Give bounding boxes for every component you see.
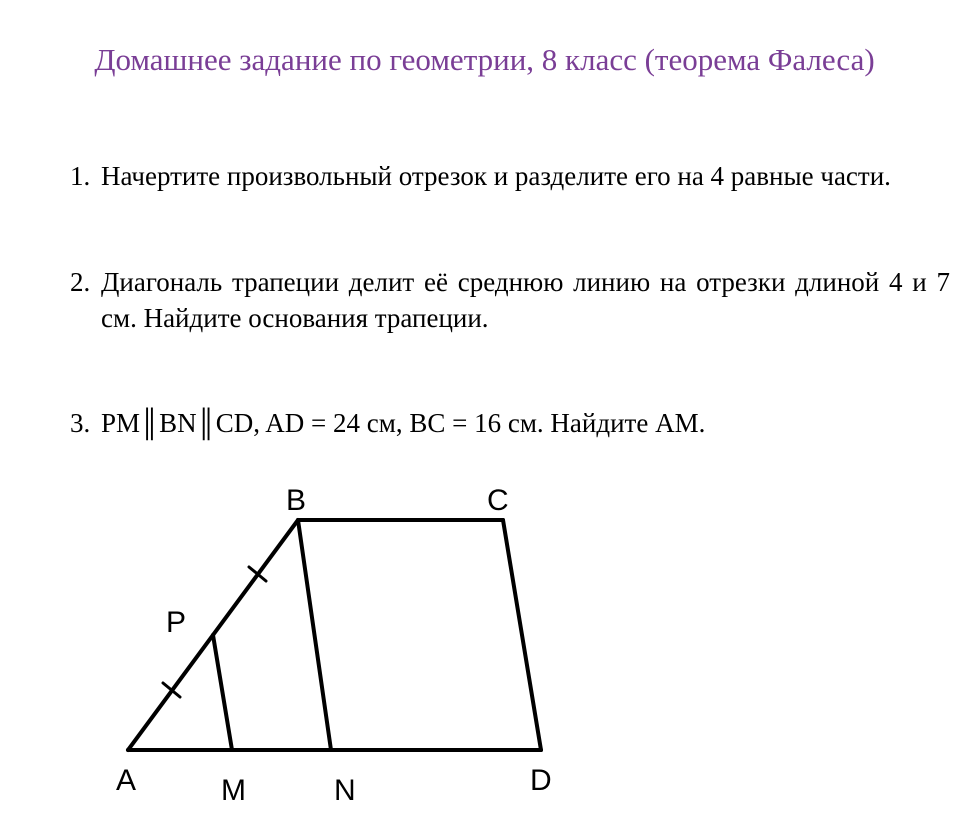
segment-bn	[298, 520, 331, 750]
label-d: D	[530, 764, 552, 797]
label-p: P	[166, 606, 187, 639]
task-number: 2.	[70, 267, 91, 297]
label-a: A	[116, 764, 137, 797]
task-number: 3.	[70, 408, 91, 438]
task-text: Начертите произвольный отрезок и разделите его на 4 равные части.	[101, 161, 891, 191]
page-title: Домашнее задание по геометрии, 8 класс (теорема Фалеса)	[94, 42, 875, 77]
label-b: B	[286, 484, 307, 517]
task-number: 1.	[70, 161, 91, 191]
label-n: N	[334, 774, 356, 807]
task-text: Диагональ трапеции делит её среднюю линию на отрезки длиной 4 и 7 см. Найдите основания трапеции.	[101, 267, 950, 333]
label-m: M	[221, 774, 246, 807]
side-cd	[503, 520, 541, 750]
segment-pm	[213, 635, 232, 750]
task-text: PM║BN║CD, AD = 24 см, BC = 16 см. Найдите AM.	[101, 408, 706, 438]
label-c: C	[487, 484, 509, 517]
